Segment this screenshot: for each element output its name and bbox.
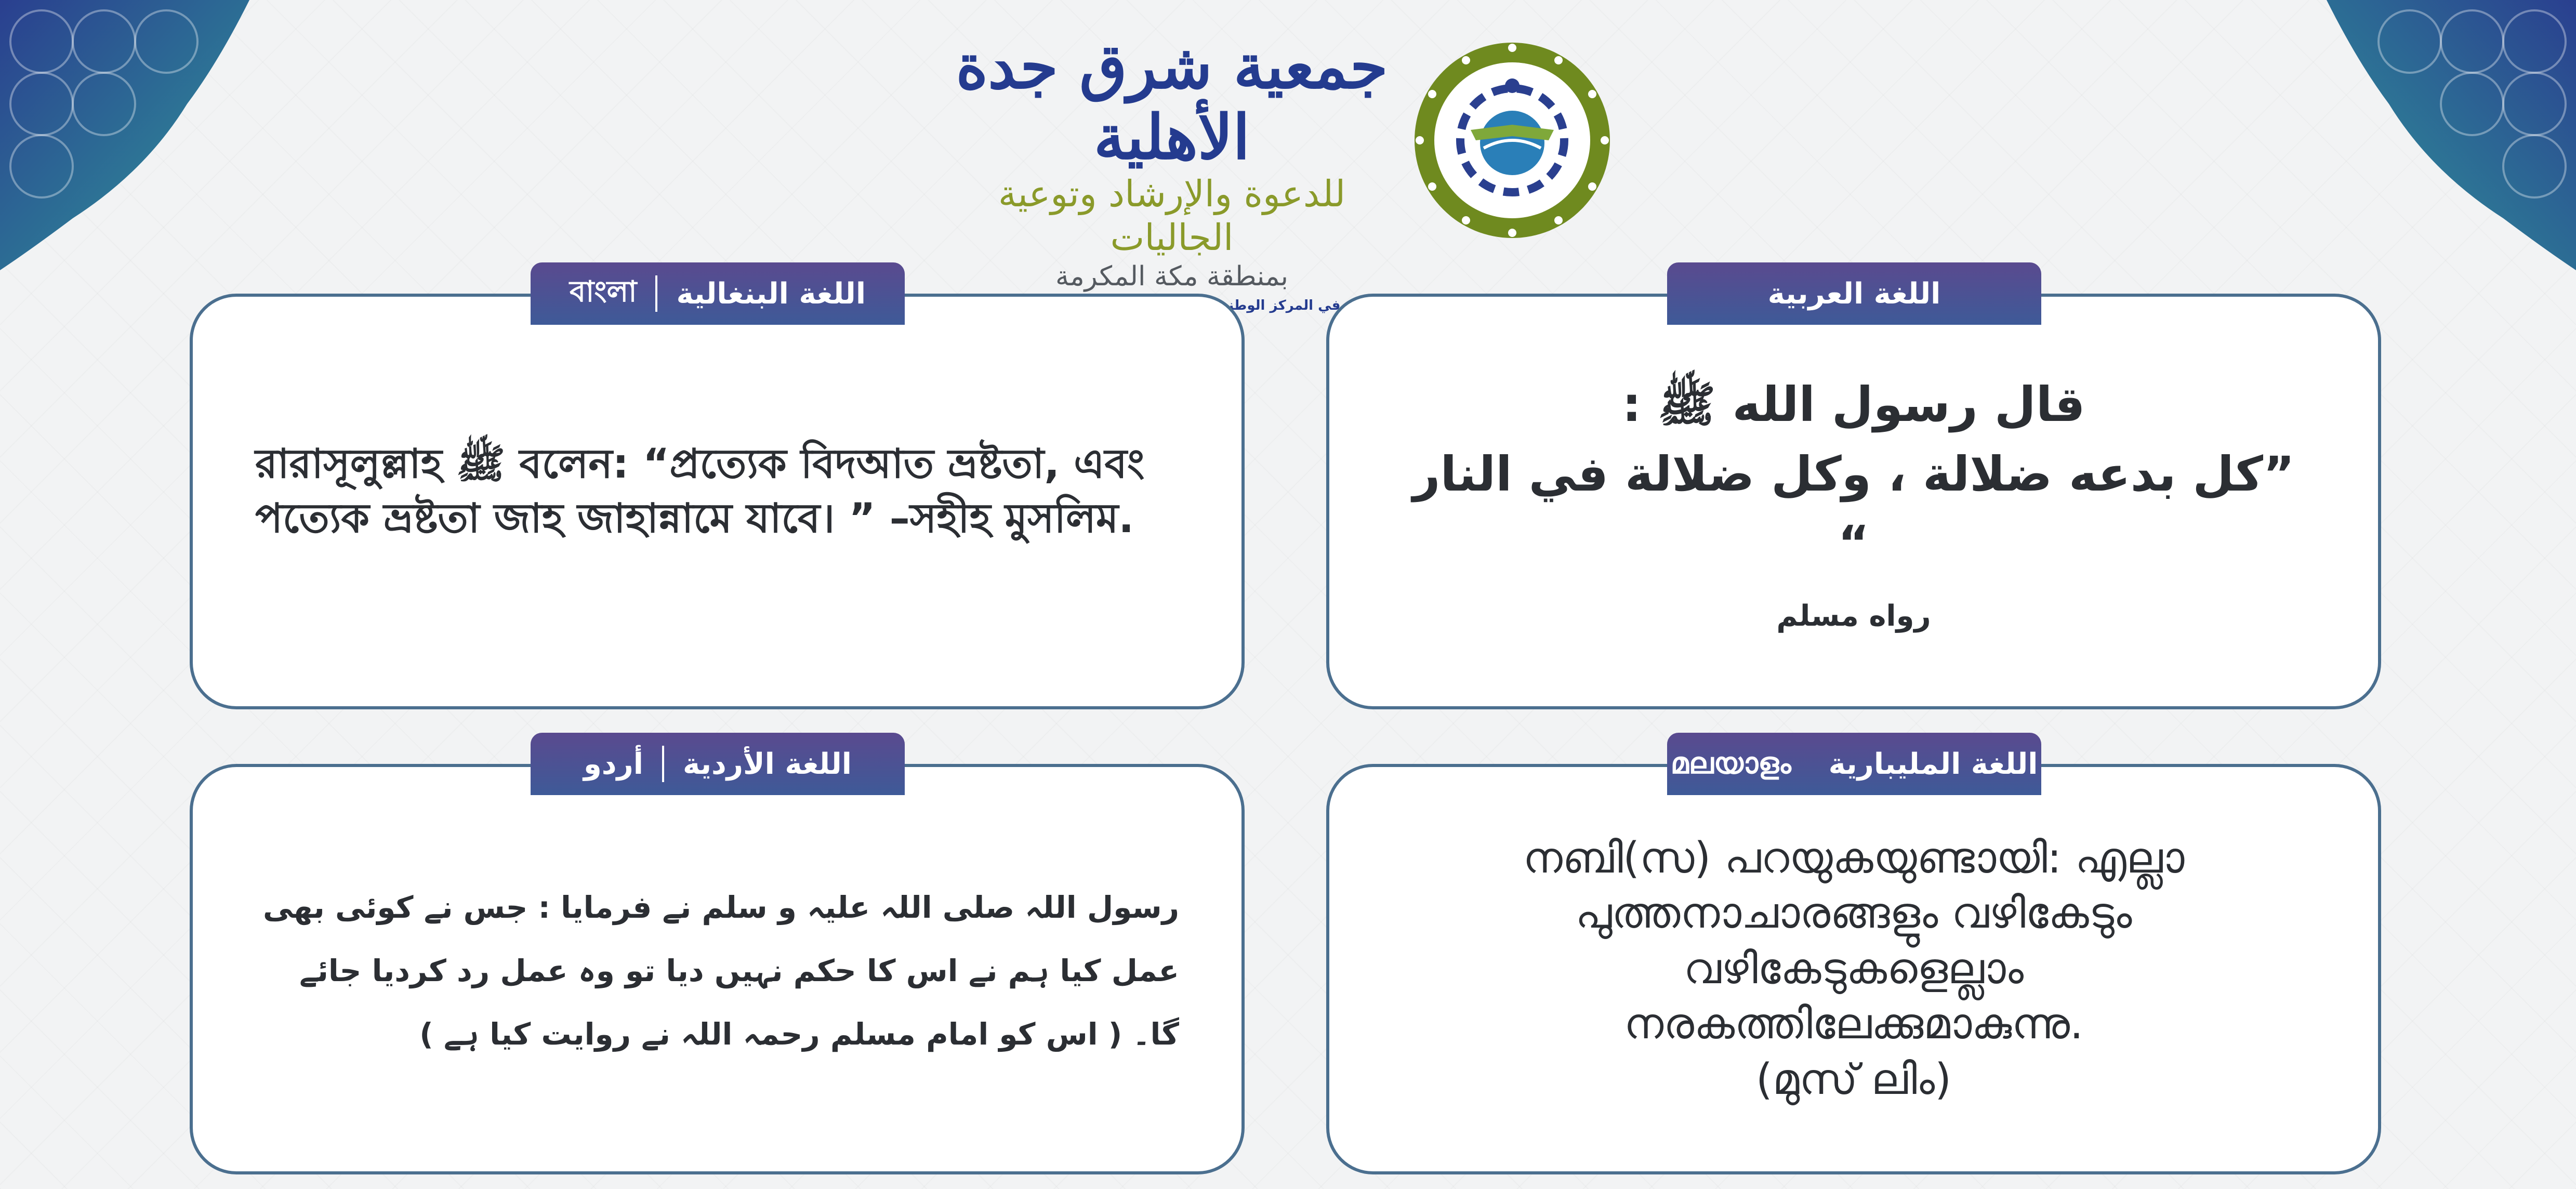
card-urdu-body xyxy=(255,876,1179,1171)
organization-registration: في المركز الوطني xyxy=(1215,297,1341,313)
decorative-corner-right xyxy=(2285,0,2576,291)
tab-divider xyxy=(655,275,657,312)
tab-bengali xyxy=(531,262,905,325)
card-arabic xyxy=(1326,276,2381,709)
hadith-source-malayalam: (മുസ് ലിം) xyxy=(1755,1054,1952,1104)
tab-label-arabic: اللغة العربية xyxy=(1767,276,1941,311)
card-urdu xyxy=(190,747,1245,1174)
hadith-intro-arabic: قال رسول الله ﷺ : xyxy=(1622,377,2085,433)
hadith-line-malayalam-3: വഴികേടുകളെല്ലാം xyxy=(1683,944,2024,994)
hadith-text-urdu: رسول اللہ صلی اللہ علیہ و سلم نے فرمایا : جس نے کوئی بھی عمل کیا ہم نے اس کا حکم نہیں دیا تو وہ عمل رد کردیا جائے گا۔ ( اس کو امام مسلم رحمہ اللہ نے روایت کیا ہے ) xyxy=(263,890,1179,1052)
tab-label-malayalam-arabic: اللغة المليبارية xyxy=(1828,747,2038,781)
card-bengali-body xyxy=(255,416,1179,706)
decorative-corner-left xyxy=(0,0,291,291)
organization-name-block xyxy=(951,31,1393,313)
organization-tagline: للدعوة والإرشاد وتوعية الجاليات xyxy=(998,173,1346,259)
tab-label-bengali-arabic: اللغة البنغالية xyxy=(676,276,866,311)
card-arabic-body xyxy=(1392,297,2316,706)
tab-divider xyxy=(662,746,664,782)
hadith-line-malayalam-2: പുത്തനാചാരങ്ങളും വഴികേടും xyxy=(1575,889,2132,939)
hadith-text-arabic: ”كل بدعه ضلالة ، وكل ضلالة في النار “ xyxy=(1412,446,2295,572)
tab-urdu xyxy=(531,733,905,795)
organization-name: جمعية شرق جدة الأهلية xyxy=(956,30,1388,173)
tab-label-urdu-arabic: اللغة الأردية xyxy=(682,747,852,781)
hadith-line-malayalam-4: നരകത്തിലേക്കുമാകുന്നു. xyxy=(1624,999,2083,1049)
hadith-line-malayalam-1: നബി(സ) പറയുകയുണ്ടായി: എല്ലാ xyxy=(1523,833,2185,883)
card-malayalam-body xyxy=(1392,767,2316,1171)
tab-label-malayalam-native: മലയാളം xyxy=(1670,747,1791,781)
card-malayalam xyxy=(1326,747,2381,1174)
hadith-source-arabic: رواه مسلم xyxy=(1776,599,1931,633)
card-bengali xyxy=(190,275,1245,709)
tab-label-bengali-native: বাংলা xyxy=(569,275,637,309)
organization-header xyxy=(951,30,1616,313)
tab-label-urdu-native: أردو xyxy=(584,747,643,781)
hadith-text-bengali: রারাসূলুল্লাহ ﷺ বলেন: “প্রত্যেক বিদআত ভ্রষ্টতা, এবং পত্যেক ভ্রষ্টতা জাহ জাহান্নামে যাবে। ” –সহীহ মুসলিম. xyxy=(255,441,1145,543)
globe-book-emblem-icon xyxy=(1408,36,1616,244)
organization-region: بمنطقة مكة المكرمة xyxy=(1055,261,1289,293)
